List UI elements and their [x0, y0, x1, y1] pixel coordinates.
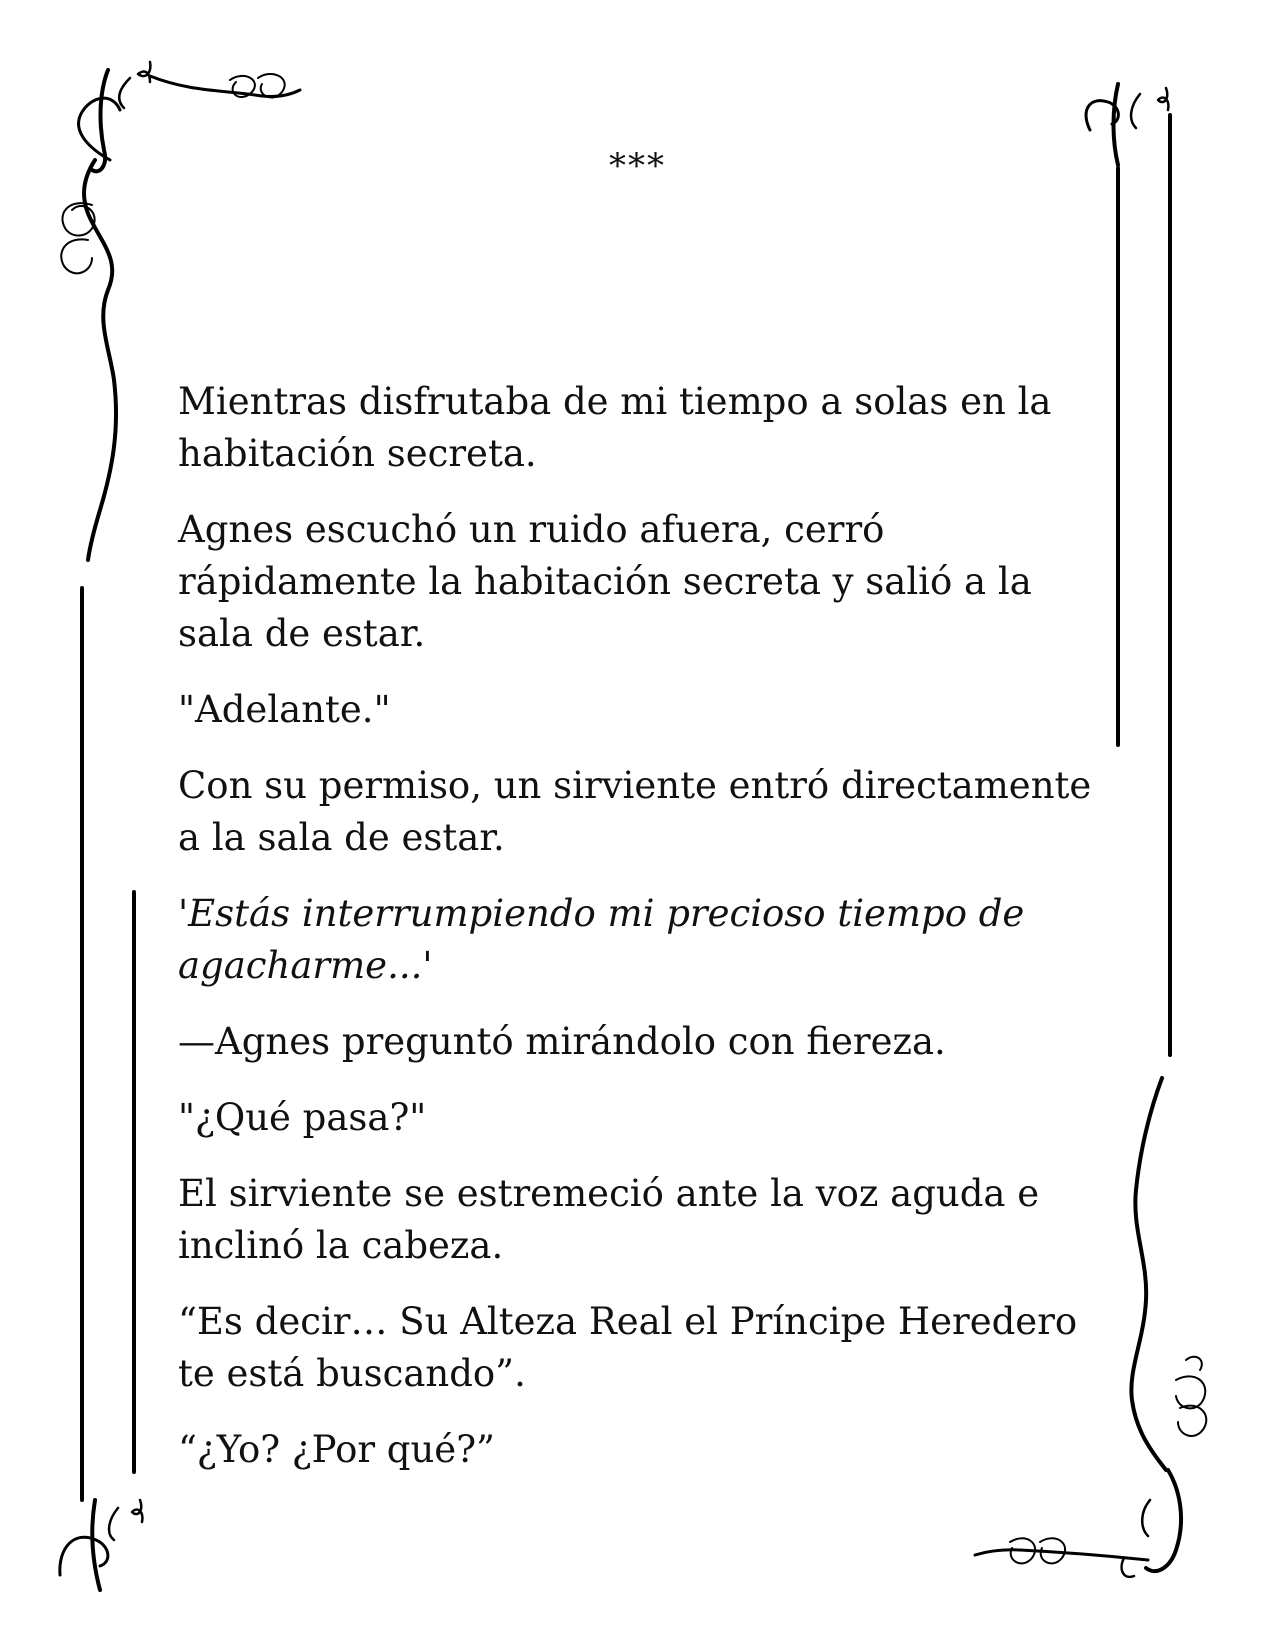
story-body	[178, 376, 1108, 1500]
paragraph-9: “Es decir… Su Alteza Real el Príncipe Heredero te está buscando”.	[178, 1300, 1078, 1395]
paragraph-5-thought: 'Estás interrumpiendo mi precioso tiempo de agacharme...'	[178, 892, 1025, 987]
paragraph-10: “¿Yo? ¿Por qué?”	[178, 1428, 495, 1471]
section-separator: ***	[609, 146, 666, 186]
paragraph-7: "¿Qué pasa?"	[178, 1096, 427, 1139]
paragraph-6: —Agnes preguntó mirándolo con fiereza.	[178, 1020, 946, 1063]
paragraph-4: Con su permiso, un sirviente entró directamente a la sala de estar.	[178, 764, 1092, 859]
paragraph-2: Agnes escuchó un ruido afuera, cerró rápidamente la habitación secreta y salió a la sala de estar.	[178, 508, 1032, 655]
paragraph-8: El sirviente se estremeció ante la voz aguda e inclinó la cabeza.	[178, 1172, 1040, 1267]
bottom-left-flourish-icon	[60, 1500, 143, 1590]
paragraph-1: Mientras disfrutaba de mi tiempo a solas en la habitación secreta.	[178, 380, 1052, 475]
paragraph-3: "Adelante."	[178, 688, 391, 731]
